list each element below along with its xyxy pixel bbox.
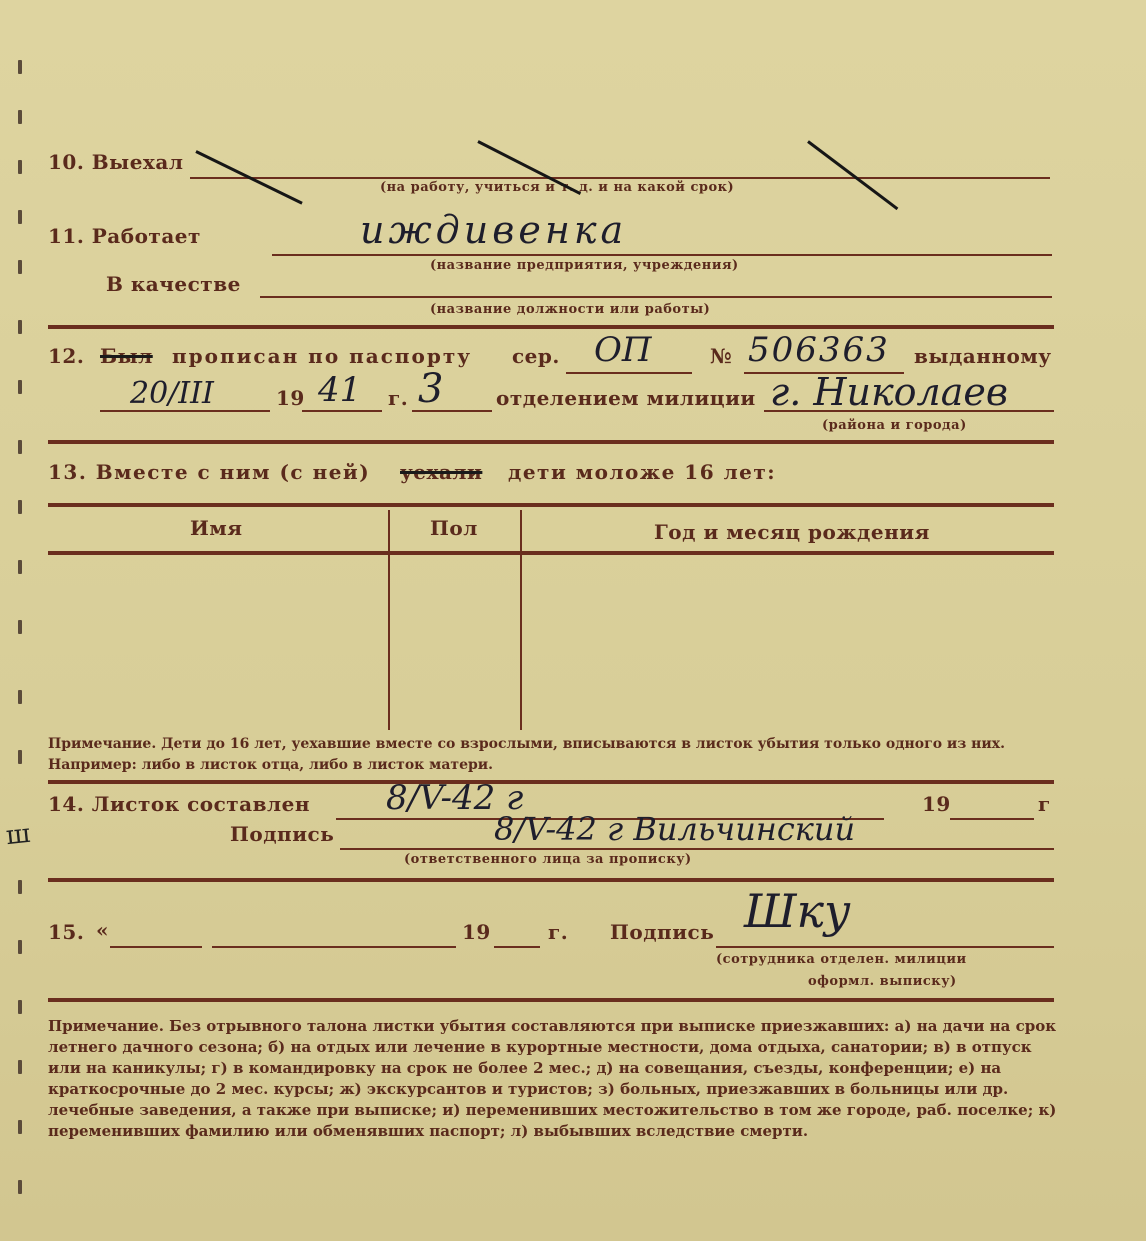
item14-year-line [950, 818, 1034, 820]
strike-mark [807, 140, 898, 210]
table-header-sex: Пол [430, 516, 478, 540]
item11-position-hint: (название должности или работы) [430, 302, 711, 317]
item12-city-value: г. Николаев [770, 370, 1009, 414]
item14-signature-label: Подпись [230, 822, 335, 846]
item10-label: 10. Выехал [48, 150, 184, 174]
item12-number-label: № [710, 344, 733, 368]
item15-signature-hint-1: (сотрудника отделен. милиции [716, 952, 967, 967]
item12-year-value: 41 [318, 370, 362, 410]
item12-struck-word: Был [100, 344, 153, 368]
item14-signature-line [340, 848, 1054, 850]
perforation-edge [10, 0, 32, 1241]
item11-position-label: В качестве [106, 272, 241, 296]
item15-year-prefix: 19 [462, 920, 491, 944]
item12-num: 12. [48, 344, 85, 368]
section-divider [48, 780, 1054, 784]
item14-year-prefix: 19 [922, 792, 951, 816]
item15-signature-label: Подпись [610, 920, 715, 944]
item12-dept-value: 3 [418, 366, 444, 412]
section-divider [48, 440, 1054, 444]
item15-year-line [494, 946, 540, 948]
item13-label-end: дети моложе 16 лет: [508, 460, 777, 484]
item12-series-value: ОП [594, 330, 652, 370]
section-divider [48, 878, 1054, 882]
item12-date-value: 20/III [130, 376, 214, 411]
item14-signature-value: 8/V-42 г Вильчинский [494, 810, 856, 848]
item11-line [272, 254, 1052, 256]
final-note: Примечание. Без отрывного талона листки убытия составляются при выписке приезжавших: а) на дачи на срок летнего дачного сезона; б) на отдых или лечение в курортные местности, дома отдыха, санатории; в) в отпуск или на каникулы; г) в командировку на срок не более 2 мес.; д) на совещания, съезды, конференции; е) на краткосрочные до 2 мес. курсы; ж) экскурсантов и туристов; з) больных, приезжавших в больницы или др. лечебные заведения, а также при выписке; и) переменивших местожительство в том же городе, раб. поселке; к) переменивших фамилию или обменявших паспорт; л) выбывших вследствие смерти. [48, 1017, 1057, 1140]
item14-label: 14. Листок составлен [48, 792, 311, 816]
item14-year-suffix: г [1038, 792, 1051, 816]
item14-signature-hint: (ответственного лица за прописку) [404, 852, 692, 867]
section-divider [48, 998, 1054, 1002]
item12-series-label: сер. [512, 344, 560, 368]
series-line [566, 372, 692, 374]
item11-value: иждивенка [360, 208, 628, 252]
item15-year-suffix: г. [548, 920, 569, 944]
item15-label: 15. [48, 920, 85, 944]
item11-hint: (название предприятия, учреждения) [430, 258, 739, 273]
item12-label: прописан по паспорту [172, 344, 473, 368]
year-line [302, 410, 382, 412]
item13-label-start: 13. Вместе с ним (с ней) [48, 460, 371, 484]
item15-signature-value: Шку [744, 884, 851, 938]
item12-year-suffix: г. [388, 386, 409, 410]
table-top-border [48, 503, 1054, 507]
section-divider [48, 325, 1054, 329]
item13-note: Примечание. Дети до 16 лет, уехавшие вместе со взрослыми, вписываются в листок убытия только одного из них. Например: либо в листок отца, либо в листок матери. [48, 736, 1005, 773]
item15-month-line [212, 946, 456, 948]
table-column-divider [520, 510, 522, 730]
item12-issued-label: выданному [914, 344, 1052, 368]
table-column-divider [388, 510, 390, 730]
item12-year-prefix: 19 [276, 386, 305, 410]
item11-position-line [260, 296, 1052, 298]
item15-quote: « [96, 918, 109, 942]
table-header-birth: Год и месяц рождения [654, 520, 930, 544]
item10-line [190, 177, 1050, 179]
item14-date-value: 8/V-42 г [386, 778, 524, 818]
item15-signature-hint-2: оформл. выписку) [808, 974, 957, 989]
table-header-border [48, 551, 1054, 555]
item12-number-value: 506363 [748, 330, 890, 370]
item12-dept-label: отделением милиции [496, 386, 756, 410]
table-header-name: Имя [190, 516, 243, 540]
item15-day-line [110, 946, 202, 948]
item13-struck-word: уехали [400, 460, 483, 484]
edge-handwriting: ш [4, 818, 32, 852]
item10-hint: (на работу, учиться и т. д. и на какой срок) [380, 180, 735, 195]
item15-signature-line [716, 946, 1054, 948]
item12-dept-hint: (района и города) [822, 418, 967, 433]
item11-label: 11. Работает [48, 224, 201, 248]
